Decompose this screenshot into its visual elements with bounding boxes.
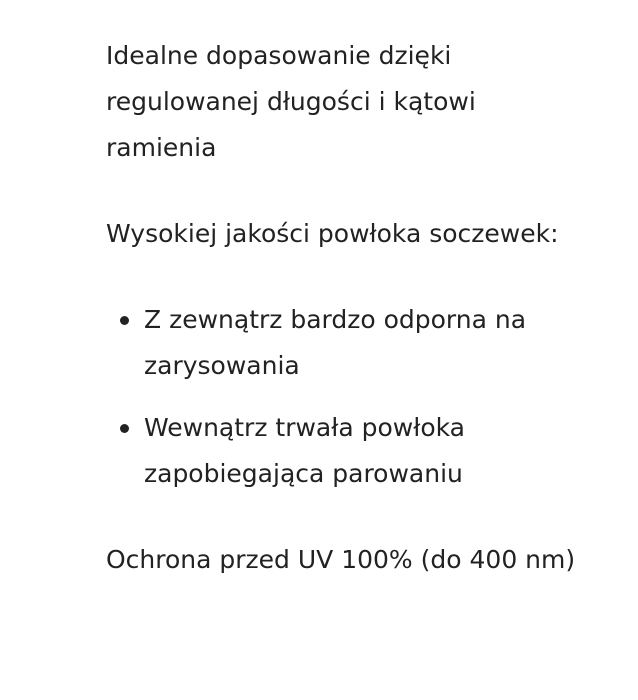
uv-paragraph: Ochrona przed UV 100% (do 400 nm)	[106, 545, 576, 574]
coating-intro-paragraph: Wysokiej jakości powłoka soczewek:	[106, 219, 559, 248]
list-item-text: Z zewnątrz bardzo odporna na zarysowania	[144, 305, 527, 380]
product-description	[106, 33, 576, 583]
fit-paragraph: Idealne dopasowanie dzięki regulowanej długości i kątowi ramienia	[106, 41, 476, 162]
list-item	[106, 297, 576, 389]
bullet-icon	[120, 316, 129, 325]
coating-features-list	[106, 297, 576, 497]
list-item-text: Wewnątrz trwała powłoka zapobiegająca parowaniu	[144, 413, 465, 488]
list-item	[106, 405, 576, 497]
bullet-icon	[120, 424, 129, 433]
